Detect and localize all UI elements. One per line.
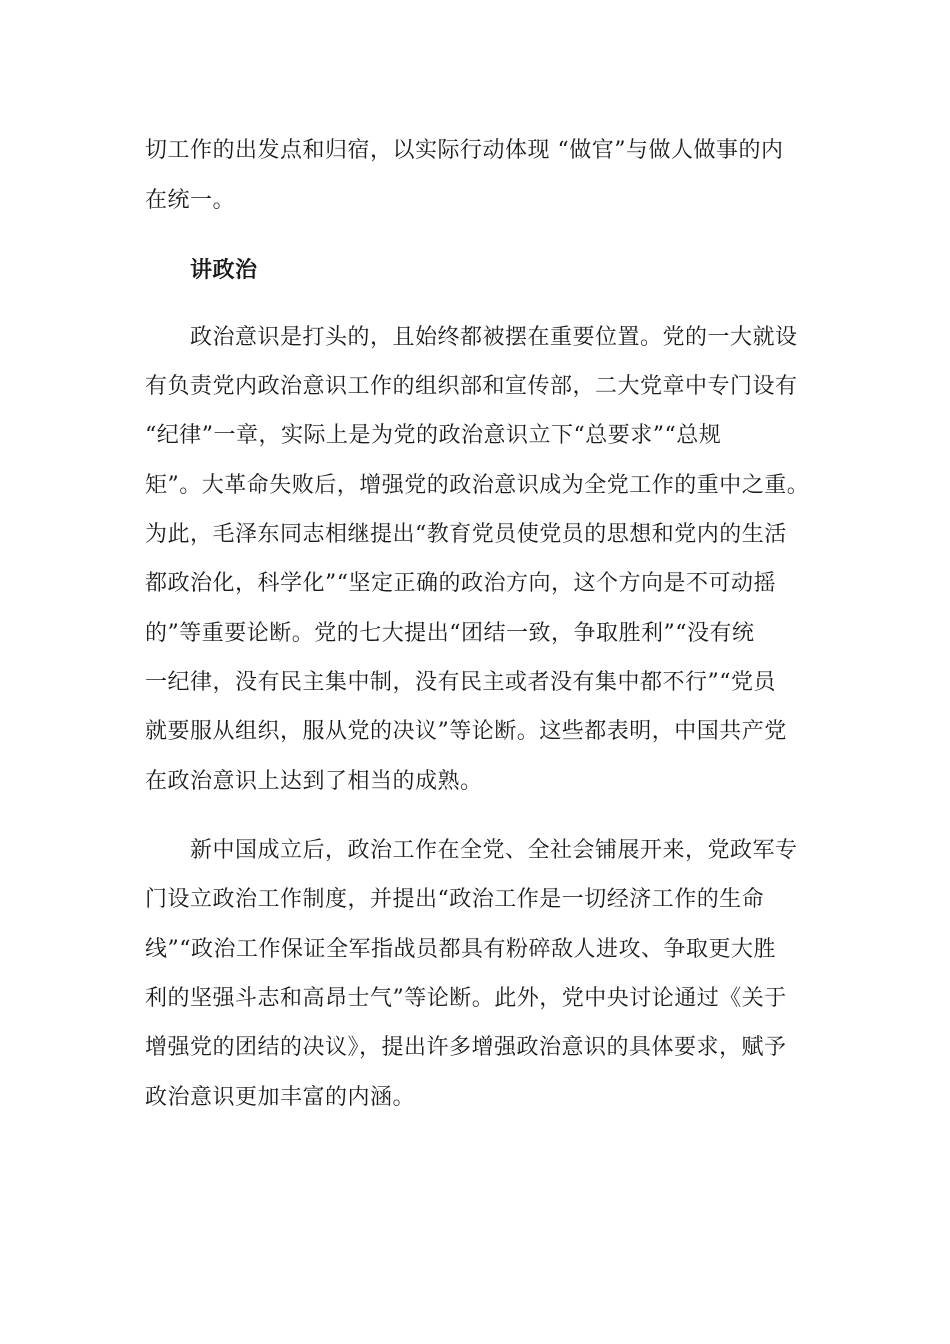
- paragraph-line: 的”等重要论断。党的七大提出“团结一致，争取胜利”“没有统: [145, 621, 755, 646]
- paragraph-line: 切工作的出发点和归宿，以实际行动体现 “做官”与做人做事的内: [145, 138, 784, 163]
- paragraph-line: 在政治意识上达到了相当的成熟。: [145, 769, 483, 794]
- paragraph-line: 在统一。: [145, 188, 236, 213]
- section-heading: 讲政治: [190, 257, 258, 283]
- paragraph-line: 就要服从组织，服从党的决议”等论断。这些都表明，中国共产党: [145, 719, 787, 744]
- paragraph-line: 为此，毛泽东同志相继提出“教育党员使党员的思想和党内的生活: [145, 522, 787, 547]
- paragraph-line: 都政治化，科学化”“坚定正确的政治方向，这个方向是不可动摇: [145, 571, 776, 596]
- paragraph-line: 线”“政治工作保证全军指战员都具有粉碎敌人进攻、争取更大胜: [145, 937, 776, 962]
- paragraph-line: 门设立政治工作制度，并提出“政治工作是一切经济工作的生命: [145, 887, 765, 912]
- paragraph-line: 有负责党内政治意识工作的组织部和宣传部，二大党章中专门设有: [145, 374, 798, 399]
- paragraph-line: 增强党的团结的决议》，提出许多增强政治意识的具体要求，赋予: [145, 1035, 787, 1060]
- paragraph-line: 新中国成立后，政治工作在全党、全社会铺展开来，党政军专: [190, 838, 798, 863]
- paragraph-line: 政治意识是打头的，且始终都被摆在重要位置。党的一大就设: [190, 325, 798, 350]
- paragraph-line: 一纪律，没有民主集中制，没有民主或者没有集中都不行”“党员: [145, 670, 776, 695]
- paragraph-line: “纪律”一章，实际上是为党的政治意识立下“总要求”“总规: [145, 423, 722, 448]
- paragraph-line: 矩”。大革命失败后，增强党的政治意识成为全党工作的重中之重。: [145, 473, 810, 498]
- paragraph-line: 政治意识更加丰富的内涵。: [145, 1085, 416, 1110]
- paragraph-line: 利的坚强斗志和高昂士气”等论断。此外，党中央讨论通过《关于: [145, 986, 787, 1011]
